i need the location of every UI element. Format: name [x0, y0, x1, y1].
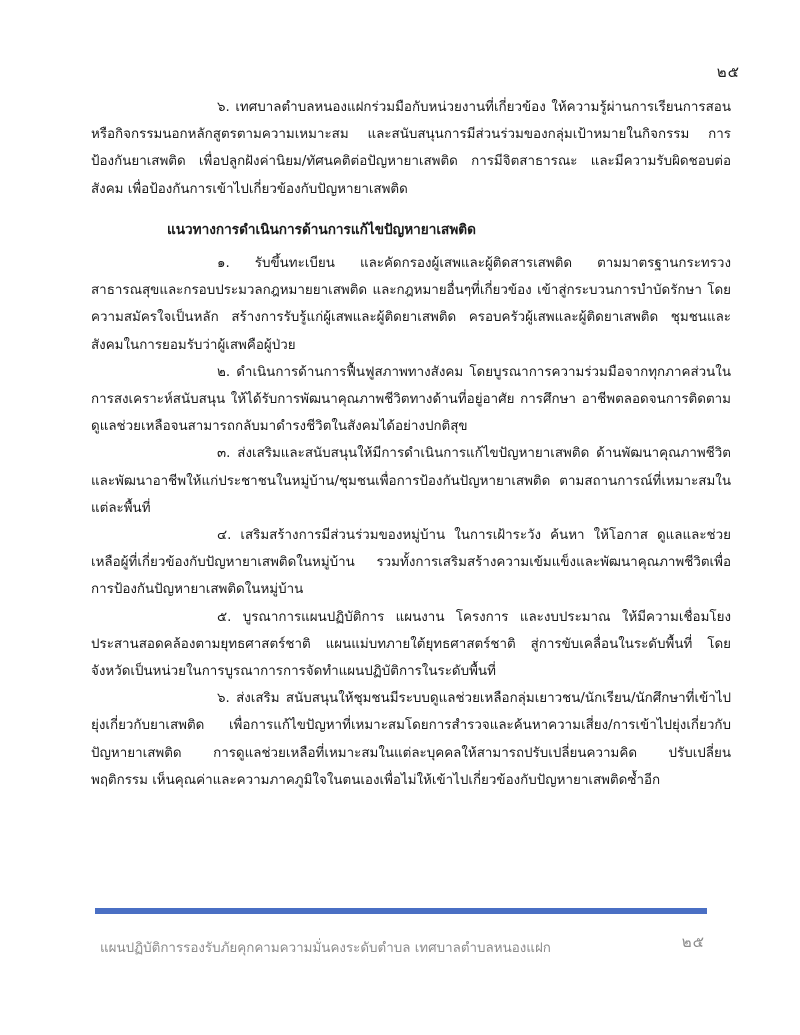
- document-body: [91, 94, 731, 794]
- list-item: ๖. ส่งเสริม สนับสนุนให้ชุมชนมีระบบดูแลช่วยเหลือกลุ่มเยาวชน/นักเรียน/นักศึกษาที่เข้าไปยุ่งเกี่ยวกับยาเสพติด เพื่อการแก้ไขปัญหาที่เหมาะสมโดยการสำรวจและค้นหาความเสี่ยง/การเข้าไปยุ่งเกี่ยวกับปัญหายาเสพติด การดูแลช่วยเหลือที่เหมาะสมในแต่ละบุคคลให้สามารถปรับเปลี่ยนความคิด ปรับเปลี่ยนพฤติกรรม เห็นคุณค่าและความภาคภูมิใจในตนเองเพื่อไม่ให้เข้าไปเกี่ยวข้องกับปัญหายาเสพติดซ้ำอีก: [91, 691, 731, 788]
- footer-title: แผนปฏิบัติการรองรับภัยคุกคามความมั่นคงระดับตำบล เทศบาลตำบลหนองแฝก: [100, 941, 551, 956]
- list-item: ๓. ส่งเสริมและสนับสนุนให้มีการดำเนินการแก้ไขปัญหายาเสพติด ด้านพัฒนาคุณภาพชีวิตและพัฒนาอาชีพให้แก่ประชาชนในหมู่บ้าน/ชุมชนเพื่อการป้องกันปัญหายาเสพติด ตามสถานการณ์ที่เหมาะสมในแต่ละพื้นที่: [91, 446, 731, 516]
- list-item: ๑. รับขึ้นทะเบียน และคัดกรองผู้เสพและผู้ติดสารเสพติด ตามมาตรฐานกระทรวงสาธารณสุขและกรอบประมวลกฎหมายยาเสพติด และกฎหมายอื่นๆที่เกี่ยวข้อง เข้าสู่กระบวนการบำบัดรักษา โดยความสมัครใจเป็นหลัก สร้างการรับรู้แก่ผู้เสพและผู้ติดยาเสพติด ครอบครัวผู้เสพและผู้ติดยาเสพติด ชุมชนและสังคมในการยอมรับว่าผู้เสพคือผู้ป่วย: [91, 256, 731, 353]
- list-item: ๔. เสริมสร้างการมีส่วนร่วมของหมู่บ้าน ในการเฝ้าระวัง ค้นหา ให้โอกาส ดูแลและช่วยเหลือผู้ที่เกี่ยวข้องกับปัญหายาเสพติดในหมู่บ้าน รวมทั้งการเสริมสร้างความเข้มแข็งและพัฒนาคุณภาพชีวิตเพื่อการป้องกันปัญหายาเสพติดในหมู่บ้าน: [91, 528, 731, 598]
- list-item: ๕. บูรณาการแผนปฏิบัติการ แผนงาน โครงการ และงบประมาณ ให้มีความเชื่อมโยงประสานสอดคล้องตามยุทธศาสตร์ชาติ แผนแม่บทภายใต้ยุทธศาสตร์ชาติ สู่การขับเคลื่อนในระดับพื้นที่ โดยจังหวัดเป็นหน่วยในการบูรณาการการจัดทำแผนปฏิบัติการในระดับพื้นที่: [91, 609, 731, 680]
- footer-page-number: ๒๕: [681, 933, 705, 951]
- list-item: ๒. ดำเนินการด้านการฟื้นฟูสภาพทางสังคม โดยบูรณาการความร่วมมือจากทุกภาคส่วนในการสงเคราะห์สนับสนุน ให้ได้รับการพัฒนาคุณภาพชีวิตทางด้านที่อยู่อาศัย การศึกษา อาชีพตลอดจนการติดตามดูแลช่วยเหลือจนสามารถกลับมาดำรงชีวิตในสังคมได้อย่างปกติสุข: [91, 364, 731, 435]
- footer-divider-bar: [95, 908, 707, 914]
- section-heading: แนวทางการดำเนินการด้านการแก้ไขปัญหายาเสพติด: [167, 221, 476, 238]
- page-number-top: ๒๕: [716, 63, 740, 81]
- intro-paragraph: ๖. เทศบาลตำบลหนองแฝกร่วมมือกับหน่วยงานที่เกี่ยวข้อง ให้ความรู้ผ่านการเรียนการสอนหรือกิจกรรมนอกหลักสูตรตามความเหมาะสม และสนับสนุนการมีส่วนร่วมของกลุ่มเป้าหมายในกิจกรรม การป้องกันยาเสพติด เพื่อปลูกฝังค่านิยม/ทัศนคติต่อปัญหายาเสพติด การมีจิตสาธารณะ และมีความรับผิดชอบต่อสังคม เพื่อป้องกันการเข้าไปเกี่ยวข้องกับปัญหายาเสพติด: [91, 100, 731, 197]
